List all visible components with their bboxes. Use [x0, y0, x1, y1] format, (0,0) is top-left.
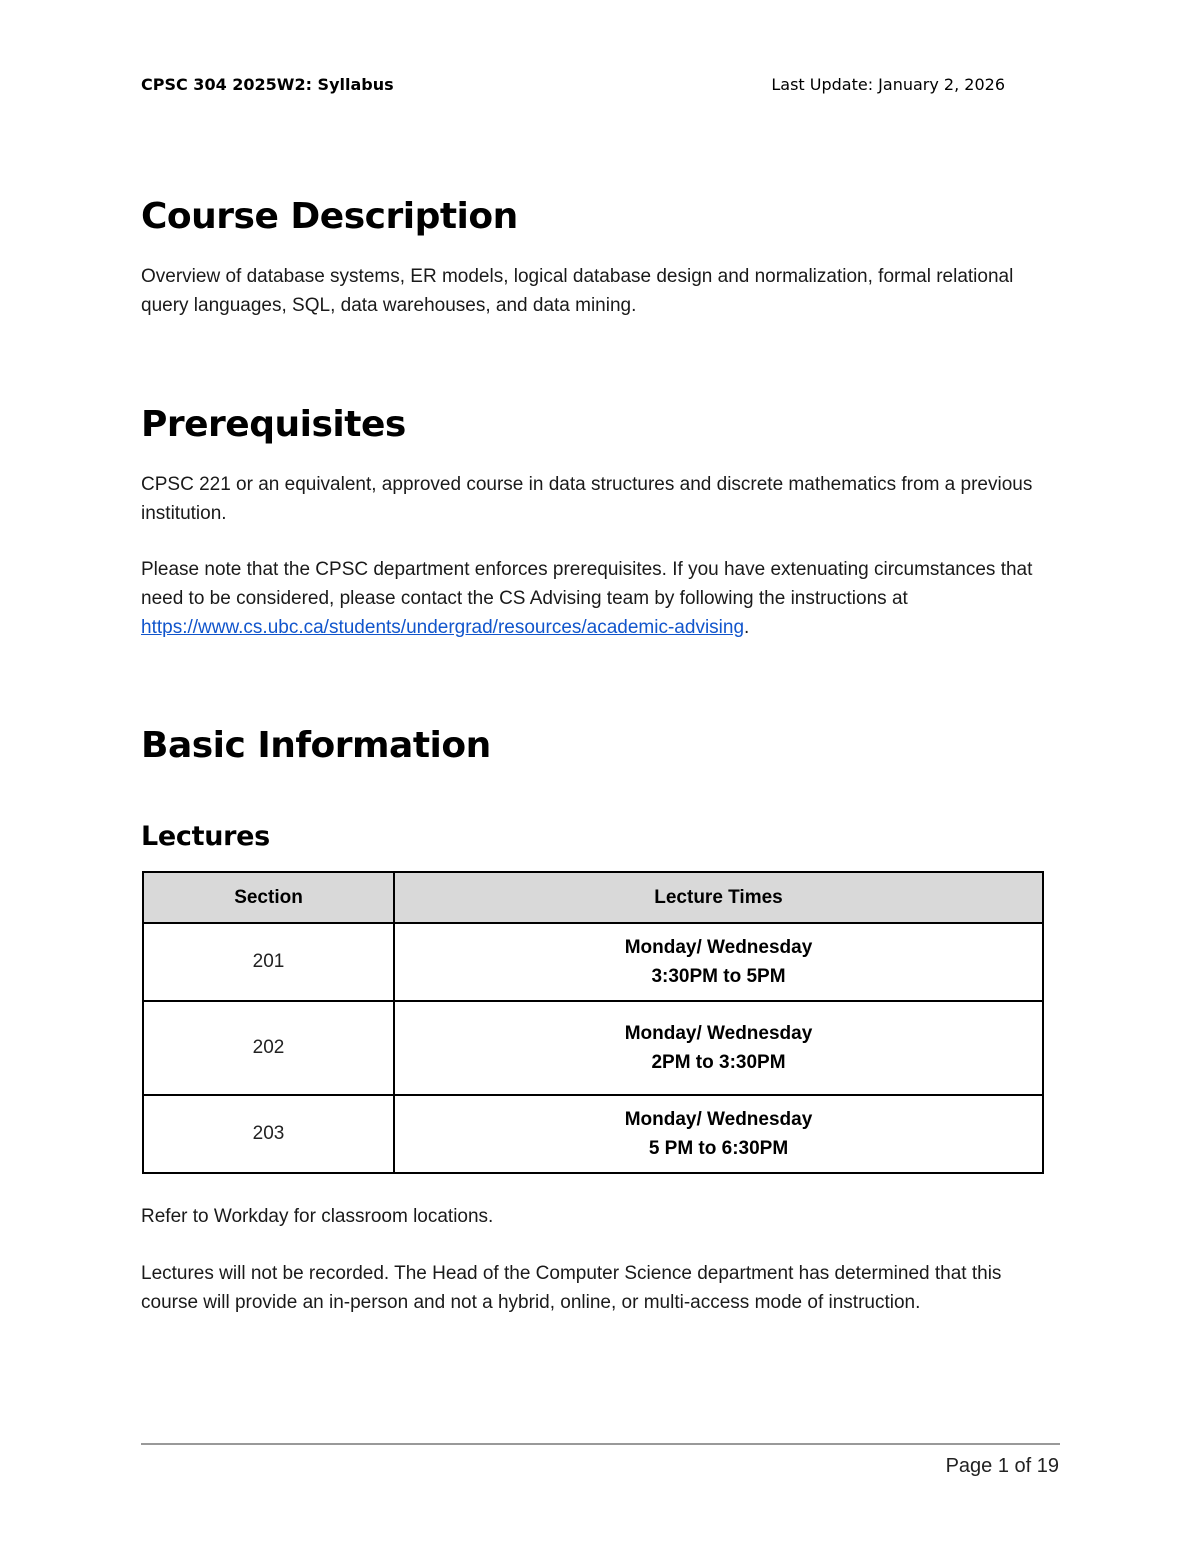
table-row: [143, 1095, 1043, 1173]
course-description-text: Overview of database systems, ER models, logical database design and normalization, formal relational query languages, SQL, data warehouses, and data mining.: [141, 266, 1014, 316]
footer-divider: [141, 1443, 1060, 1445]
heading-basic-information: Basic Information: [141, 725, 491, 766]
section-cell: 201: [143, 923, 394, 1001]
lecture-times-cell: [394, 1001, 1043, 1095]
prerequisites-note: [141, 555, 1061, 642]
lecture-time: 2PM to 3:30PM: [651, 1052, 786, 1073]
lectures-table: [142, 871, 1044, 1174]
lecture-days: Monday/ Wednesday: [624, 937, 813, 958]
table-row: [143, 923, 1043, 1001]
heading-lectures: Lectures: [141, 821, 270, 852]
page-header: [141, 75, 1005, 94]
page-number: Page 1 of 19: [945, 1455, 1059, 1477]
section-cell: 202: [143, 1001, 394, 1095]
table-header-row: [143, 872, 1043, 923]
prerequisites-text: CPSC 221 or an equivalent, approved course in data structures and discrete mathematics from a previous institution.: [141, 474, 1033, 524]
header-last-update: Last Update: January 2, 2026: [771, 75, 1005, 94]
classroom-locations-note: Refer to Workday for classroom locations.: [141, 1206, 494, 1227]
heading-prerequisites: Prerequisites: [141, 404, 406, 445]
column-header-lecture-times: Lecture Times: [394, 872, 1043, 923]
lecture-time: 3:30PM to 5PM: [651, 966, 786, 987]
heading-course-description: Course Description: [141, 196, 518, 237]
lecture-days: Monday/ Wednesday: [624, 1109, 813, 1130]
header-course-title: CPSC 304 2025W2: Syllabus: [141, 75, 394, 94]
academic-advising-link[interactable]: https://www.cs.ubc.ca/students/undergrad/resources/academic-advising: [141, 617, 745, 638]
lecture-recording-note: Lectures will not be recorded. The Head of the Computer Science department has determined that this course will provide an in-person and not a hybrid, online, or multi-access mode of instruction.: [141, 1263, 1002, 1313]
column-header-section: Section: [143, 872, 394, 923]
lecture-days: Monday/ Wednesday: [624, 1023, 813, 1044]
lecture-time: 5 PM to 6:30PM: [648, 1138, 789, 1159]
prerequisites-note-text: Please note that the CPSC department enforces prerequisites. If you have extenuating circumstances that need to be considered, please contact the CS Advising team by following the instructions at: [141, 559, 1033, 609]
lecture-times-cell: [394, 1095, 1043, 1173]
section-cell: 203: [143, 1095, 394, 1173]
prerequisites-note-end: .: [744, 617, 750, 638]
table-row: [143, 1001, 1043, 1095]
lecture-times-cell: [394, 923, 1043, 1001]
